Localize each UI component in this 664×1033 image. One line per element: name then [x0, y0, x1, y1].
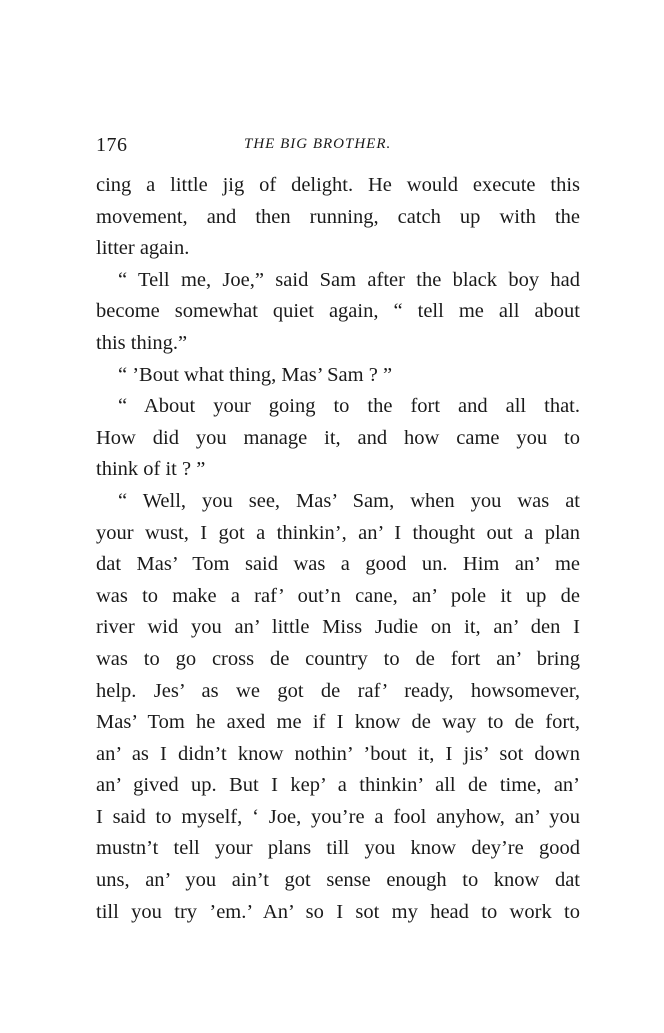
- text-line: an’ as I didn’t know nothin’ ’bout it, I jis’ sot down: [96, 742, 580, 765]
- text-line: was to go cross de country to de fort an’ bring: [96, 647, 580, 670]
- running-title: THE BIG BROTHER.: [244, 136, 392, 152]
- page-number: 176: [96, 134, 128, 156]
- text-line: become somewhat quiet again, “ tell me all about: [96, 300, 580, 323]
- text-line: “ Tell me, Joe,” said Sam after the black boy had: [118, 268, 580, 291]
- text-line: this thing.”: [96, 331, 188, 354]
- text-line: river wid you an’ little Miss Judie on it, an’ den I: [96, 616, 580, 639]
- page-header: [96, 134, 580, 160]
- text-line: till you try ’em.’ An’ so I sot my head to work to: [96, 900, 580, 923]
- text-line: “ Well, you see, Mas’ Sam, when you was at: [118, 489, 580, 512]
- text-line: was to make a raf’ out’n cane, an’ pole it up de: [96, 584, 580, 607]
- body-text: [96, 170, 580, 928]
- text-line: “ About your going to the fort and all that.: [118, 395, 580, 418]
- text-line: dat Mas’ Tom said was a good un. Him an’ me: [96, 553, 580, 576]
- text-line: uns, an’ you ain’t got sense enough to know dat: [96, 869, 580, 892]
- text-line: help. Jes’ as we got de raf’ ready, howsomever,: [96, 679, 580, 702]
- text-line: I said to myself, ‘ Joe, you’re a fool anyhow, an’ you: [96, 805, 580, 828]
- text-line: movement, and then running, catch up with the: [96, 205, 580, 228]
- text-line: mustn’t tell your plans till you know dey’re good: [96, 837, 580, 860]
- text-line: your wust, I got a thinkin’, an’ I thought out a plan: [96, 521, 580, 544]
- text-line: an’ gived up. But I kep’ a thinkin’ all de time, an’: [96, 774, 580, 797]
- text-line: “ ’Bout what thing, Mas’ Sam ? ”: [118, 363, 393, 386]
- text-line: cing a little jig of delight. He would execute this: [96, 174, 580, 196]
- text-line: Mas’ Tom he axed me if I know de way to de fort,: [96, 711, 580, 734]
- text-line: litter again.: [96, 237, 190, 260]
- text-line: think of it ? ”: [96, 458, 206, 481]
- text-line: How did you manage it, and how came you to: [96, 426, 580, 449]
